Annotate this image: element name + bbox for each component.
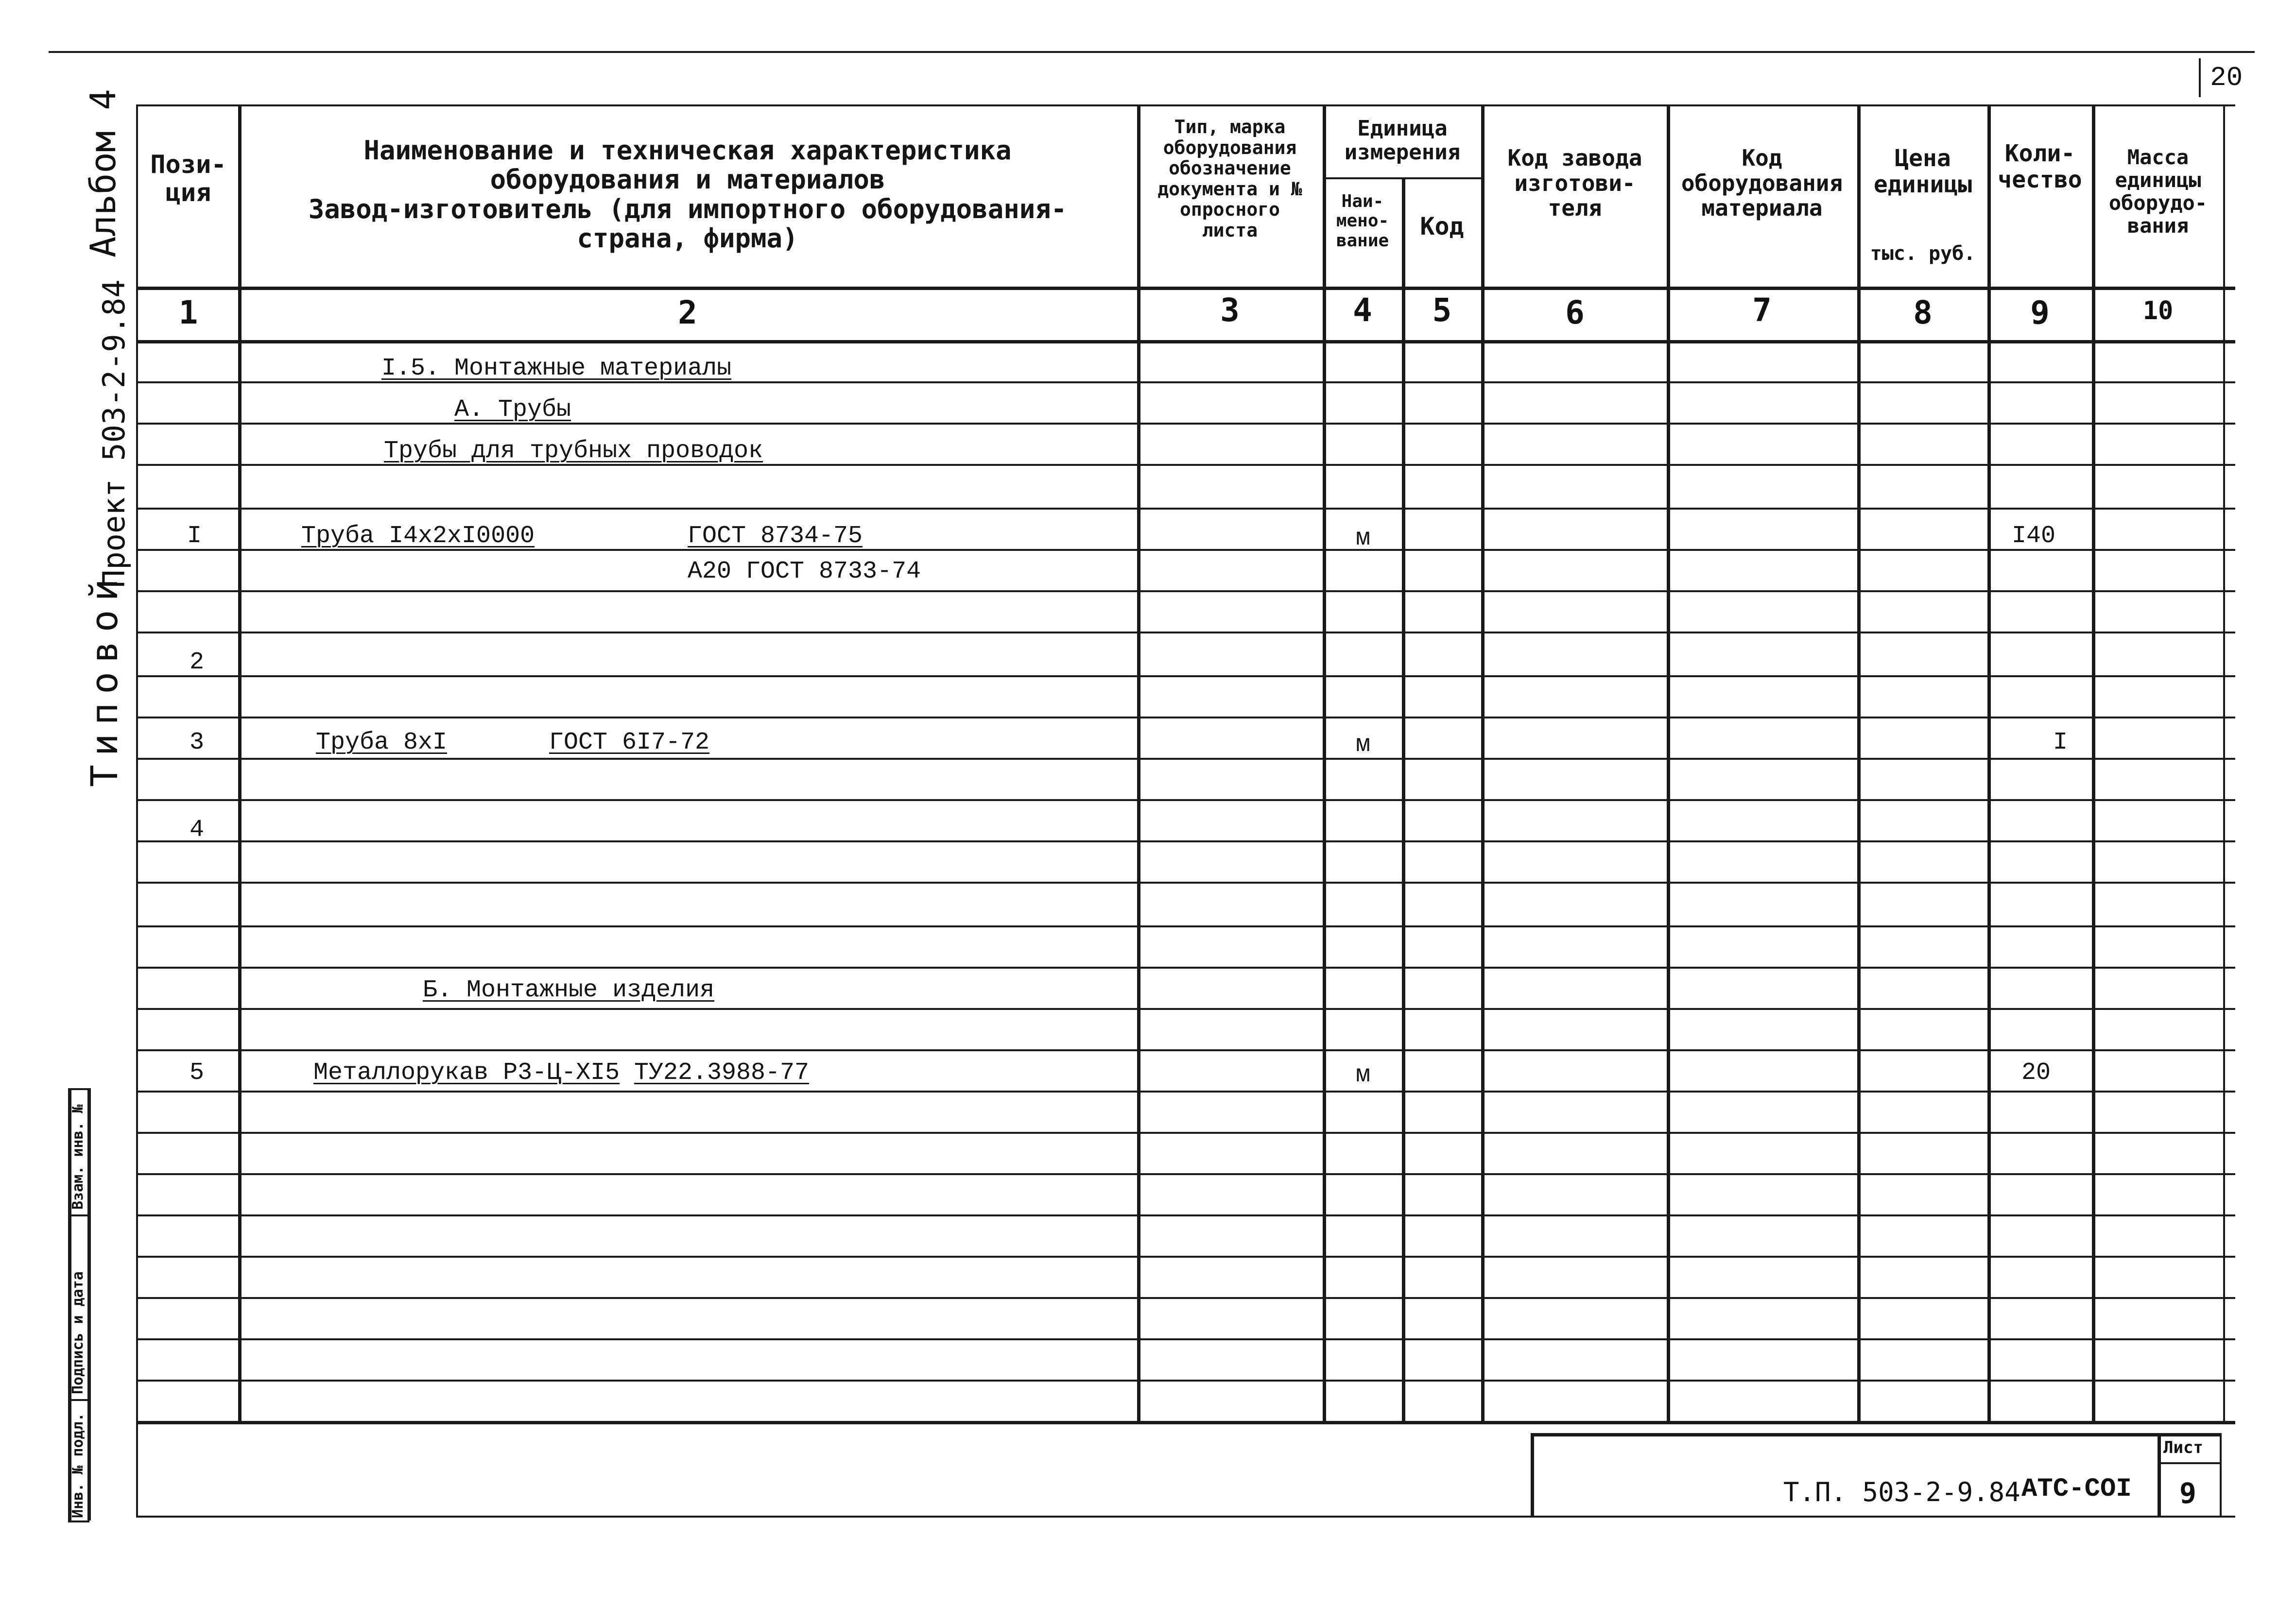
- row-name: Металлорукав Р3-Ц-ХI5: [313, 1059, 620, 1087]
- row-standard: ГОСТ 8734-75: [688, 522, 863, 550]
- col-number-4: 4: [1353, 291, 1372, 329]
- row-unit: м: [1356, 731, 1371, 759]
- row-position: I: [187, 522, 202, 550]
- header-mass: Масса единицы оборудо- вания: [2108, 145, 2208, 238]
- row-quantity: I40: [2012, 522, 2056, 550]
- project-label: Проект 503-2-9.84: [96, 279, 132, 588]
- album-label: Альбом 4: [83, 89, 123, 257]
- vzam-label: Взам. инв. №: [69, 1104, 86, 1210]
- row-name: Труба 8хI: [316, 729, 448, 756]
- page-number: 20: [2210, 62, 2243, 93]
- col-number-9: 9: [2030, 294, 2050, 331]
- col-number-7: 7: [1752, 291, 1772, 329]
- header-price-units: тыс. руб.: [1870, 242, 1976, 265]
- section-heading: А. Трубы: [454, 396, 571, 424]
- sign-label: Подпись и дата: [69, 1271, 86, 1394]
- typical-label: Типовой: [83, 570, 126, 787]
- row-quantity: I: [2053, 729, 2068, 756]
- header-qty: Коли- чество: [1998, 140, 2082, 193]
- col-number-3: 3: [1220, 291, 1240, 329]
- row-position: 5: [190, 1059, 205, 1087]
- section-heading: I.5. Монтажные материалы: [381, 355, 732, 382]
- header-plant-code: Код завода изготови- теля: [1507, 145, 1642, 222]
- col-number-10: 10: [2142, 296, 2174, 325]
- row-name: Труба I4х2хI0000: [301, 522, 535, 550]
- col-number-1: 1: [178, 294, 198, 331]
- row-standard-2: А20 ГОСТ 8733-74: [688, 558, 921, 585]
- row-standard: ГОСТ 6I7-72: [549, 729, 710, 756]
- stamp-code: АТС-СОI: [2021, 1474, 2132, 1504]
- header-price: Цена единицы: [1873, 145, 1972, 198]
- col-number-6: 6: [1565, 294, 1585, 331]
- row-unit: м: [1356, 525, 1371, 552]
- col-number-8: 8: [1913, 294, 1933, 331]
- row-standard: ТУ22.3988-77: [634, 1059, 810, 1087]
- header-unit: Единица измерения: [1344, 116, 1461, 165]
- header-unit-name: Наи- мено- вание: [1336, 191, 1389, 251]
- col-number-5: 5: [1432, 291, 1452, 329]
- inv-label: Инв. № подл.: [69, 1413, 86, 1518]
- header-name: Наименование и техническая характеристика оборудования и материалов Завод-изготовитель (для импортного оборудования- страна, фирма): [308, 135, 1067, 254]
- row-position: 3: [190, 729, 205, 756]
- header-unit-code: Код: [1420, 212, 1464, 240]
- stamp-sheet-number: 9: [2179, 1477, 2196, 1510]
- section-heading: Б. Монтажные изделия: [423, 976, 715, 1004]
- header-type: Тип, марка оборудования обозначение документа и № опросного листа: [1157, 116, 1302, 241]
- stamp-doc-number: Т.П. 503-2-9.84: [1783, 1477, 2020, 1507]
- row-position: 2: [190, 649, 205, 676]
- header-position: Пози- ция: [150, 150, 226, 208]
- row-unit: м: [1356, 1061, 1371, 1089]
- col-number-2: 2: [678, 294, 697, 331]
- stamp-sheet-label: Лист: [2163, 1438, 2203, 1457]
- header-equip-code: Код оборудования материала: [1681, 145, 1843, 222]
- row-position: 4: [190, 816, 205, 844]
- row-quantity: 20: [2021, 1059, 2051, 1087]
- section-heading: Трубы для трубных проводок: [384, 437, 763, 465]
